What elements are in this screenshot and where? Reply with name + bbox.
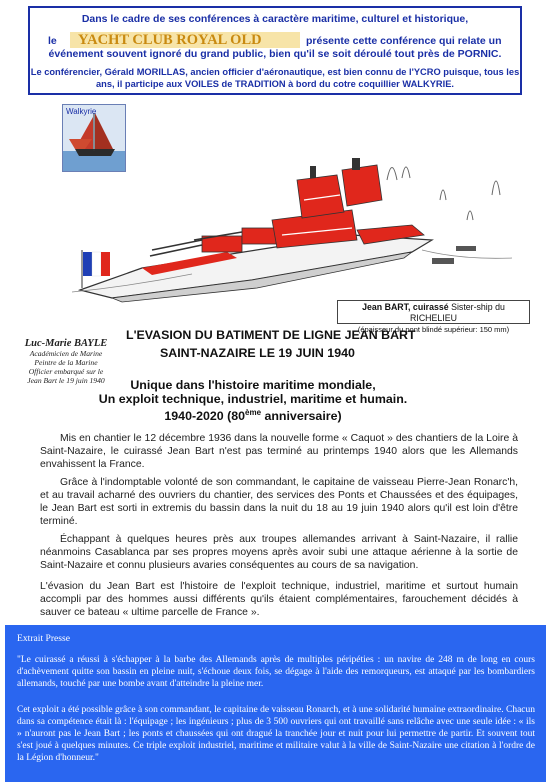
- header-box: [28, 6, 522, 95]
- press-heading: Extrait Presse: [17, 633, 71, 644]
- paragraph-3: Échappant à quelques heures près aux troupes allemandes arrivant à Saint-Nazaire, il rallie néanmoins Casablanca par ses propres moyens après avoir subi une attaque aérienne à la sortie de Saint-Nazaire et connu plusieurs avaries conséquentes au cours de sa navigation.: [40, 534, 518, 571]
- subtitle-line-1: Unique dans l'histoire maritime mondiale,: [130, 378, 376, 392]
- paragraph-2: Grâce à l'indomptable volonté de son commandant, le capitaine de vaisseau Pierre-Jean Ronarc'h, et au travail acharné des ouvriers du chantier, des services des Ponts et Chaussées et des équipages, le Jean Bart est sorti in extremis du bassin dans la nuit du 18 au 19 juin 1940 alors qu'il est loin d'être terminé.: [40, 477, 518, 527]
- ship-detail: (épaisseur du pont blindé supérieur: 150 mm): [357, 325, 510, 334]
- paragraph-4: L'évasion du Jean Bart est l'histoire de l'exploit technique, industriel, maritime et surtout humain accompli par des hommes aussi différents qu'ils étaient complémentaires, farouchement décidés à sauver ce bateau « ultime parcelle de France ».: [40, 581, 518, 618]
- paragraph-1: Mis en chantier le 12 décembre 1936 dans la nouvelle forme « Caquot » des chantiers de la Loire à Saint-Nazaire, le cuirassé Jean Bart n'est pas terminé au printemps 1940 alors que les Allemands envahissent la France.: [40, 433, 518, 470]
- artist-title-3: Officier embarqué sur le: [28, 367, 104, 376]
- ship-sister: Sister-ship du RICHELIEU: [410, 302, 505, 323]
- header-le: le: [48, 35, 57, 47]
- ship-name: Jean BART, cuirassé: [362, 302, 449, 312]
- header-line-3: événement souvent ignoré du grand public, bien qu'il se soit déroulé tout près de PORNIC.: [48, 48, 502, 60]
- club-name: YACHT CLUB ROYAL OLD: [70, 32, 300, 48]
- subtitle: [88, 378, 418, 423]
- walkyrie-label: Walkyrie: [66, 107, 97, 116]
- subtitle-line-2: Un exploit technique, industriel, maritime et humain.: [98, 392, 408, 406]
- press-quote-1: "Le cuirassé a réussi à s'échapper à la barbe des Allemands après de multiples péripéties : un navire de 248 m de long en cours d'achèvement quitte son bassin en pleine nuit, s'échoue deux fois, se dégage à l'aide des remorqueurs, est attaqué par les bombardiers allemands, touché par une bombe avant d'atteindre la pleine mer.: [17, 655, 535, 689]
- artist-title-2: Peintre de la Marine: [34, 358, 98, 367]
- main-title: L'EVASION DU BATIMENT DE LIGNE JEAN BART: [126, 328, 416, 342]
- header-presente: présente cette conférence qui relate un: [306, 35, 502, 47]
- subtitle-line-3: 1940-2020 (80ème anniversaire): [164, 408, 342, 424]
- header-line-1: Dans le cadre de ses conférences à caractère maritime, culturel et historique,: [81, 13, 469, 25]
- press-quote-2: Cet exploit a été possible grâce à son commandant, le capitaine de vaisseau Ronarch, et à une solidarité humaine extraordinaire. Chacun dans sa compétence était là : l'équipage ; les ingénieurs ; plus de 3 500 ouvriers qui ont travaillé sans relâche avec une seule idée : « ils » n'auront pas le Jean Bart ; les ponts et chaussées qui ont dragué la tranchée jour et nuit pour lui permettre de partir. Et souvent tout s'est joué à quelques minutes. Ce triple exploit industriel, maritime et militaire valut à la ville de Saint-Nazaire une citation à l'ordre de la Légion d'honneur.": [17, 705, 535, 763]
- artist-title-4: Jean Bart le 19 juin 1940: [27, 376, 105, 385]
- artist-name: Luc-Marie BAYLE: [24, 338, 108, 349]
- ship-caption: [337, 300, 530, 334]
- battleship-illustration: [52, 140, 528, 305]
- press-extract: [5, 625, 546, 782]
- header-line-4: Le conférencier, Gérald MORILLAS, ancien officier d'aéronautique, est bien connu de l'YCRO puisque, tous les ans, il participe aux VOILES de TRADITION à bord du cotre coquillier WALKYRIE.: [30, 67, 520, 89]
- header-line-2: [30, 30, 520, 50]
- artist-title-1: Académicien de Marine: [29, 349, 103, 358]
- main-title-date: SAINT-NAZAIRE LE 19 JUIN 1940: [160, 346, 355, 360]
